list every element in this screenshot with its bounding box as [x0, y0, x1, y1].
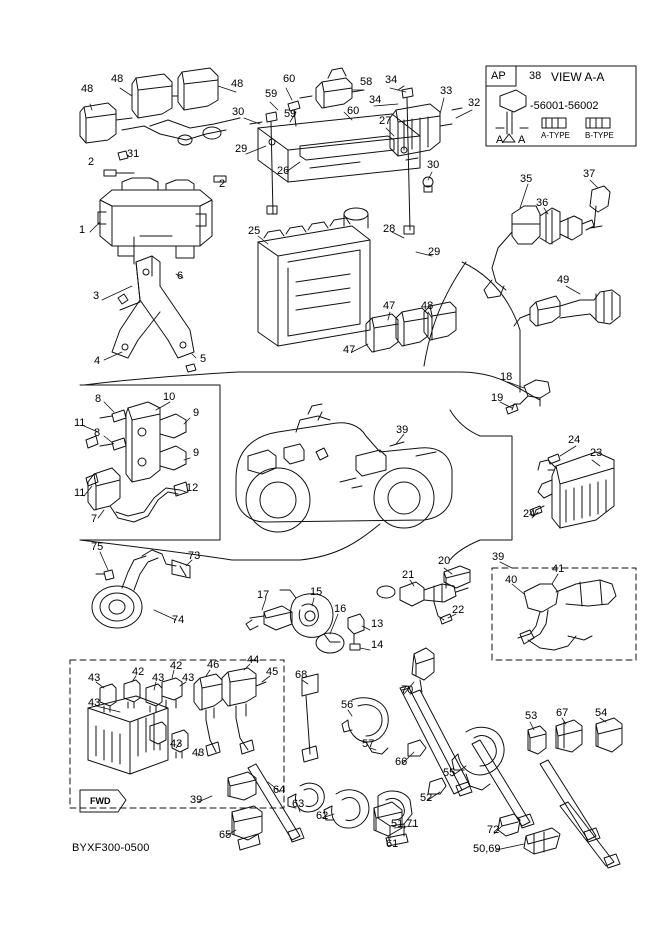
ap-number: 38 — [529, 70, 542, 82]
callout-13: 13 — [371, 618, 384, 630]
callout-46: 46 — [207, 659, 220, 671]
section-a-left: A — [496, 134, 504, 146]
callout-48b: 48 — [111, 73, 124, 85]
callout-43c: 43 — [182, 672, 195, 684]
callout-65: 65 — [219, 829, 232, 841]
view-aa-title: VIEW A-A — [551, 70, 605, 84]
clamps-and-ties — [228, 648, 622, 868]
callout-48c: 48 — [231, 78, 244, 90]
callout-8b: 8 — [94, 427, 101, 439]
coil-bracket — [86, 402, 186, 486]
callout-62: 62 — [316, 810, 329, 822]
callout-30b: 30 — [427, 159, 440, 171]
callout-20: 20 — [438, 555, 451, 567]
callout-48a: 48 — [81, 83, 94, 95]
ap-label: AP — [491, 70, 506, 82]
ecu-bracket — [112, 237, 196, 372]
callout-22: 22 — [452, 604, 465, 616]
callout-67: 67 — [556, 707, 569, 719]
callout-23: 23 — [590, 447, 603, 459]
callout-52: 52 — [420, 792, 433, 804]
callout-41: 41 — [552, 563, 565, 575]
callout-58: 58 — [360, 76, 373, 88]
callout-19: 19 — [491, 392, 504, 404]
callout-44: 44 — [247, 654, 260, 666]
callout-5: 5 — [200, 353, 207, 365]
callout-73: 73 — [188, 550, 201, 562]
callout-45: 45 — [266, 666, 279, 678]
callout-24b: 24 — [523, 508, 536, 520]
callout-64: 64 — [273, 784, 286, 796]
callout-54: 54 — [595, 707, 608, 719]
callout-42b: 42 — [170, 660, 183, 672]
relays-48 — [80, 68, 218, 143]
callout-59a: 59 — [265, 88, 278, 100]
callout-55: 55 — [443, 767, 456, 779]
callout-26: 26 — [277, 165, 290, 177]
callout-34b: 34 — [369, 94, 382, 106]
callout-43e: 43 — [170, 738, 183, 750]
callout-60b: 60 — [347, 105, 360, 117]
callout-2: 2 — [88, 156, 95, 168]
b-type-label: B-TYPE — [585, 131, 614, 140]
callout-51-71: 51,71 — [391, 818, 419, 830]
callout-18: 18 — [500, 371, 513, 383]
callout-27: 27 — [379, 115, 392, 127]
callout-75: 75 — [91, 541, 104, 553]
connector-49 — [514, 290, 620, 326]
callout-56: 56 — [341, 699, 354, 711]
callout-34a: 34 — [385, 74, 398, 86]
callout-35: 35 — [520, 173, 533, 185]
callout-47b: 47 — [343, 344, 356, 356]
callout-61: 61 — [386, 838, 399, 850]
callout-31: 31 — [127, 148, 140, 160]
callout-15: 15 — [310, 586, 323, 598]
callout-42a: 42 — [132, 666, 145, 678]
callout-8a: 8 — [95, 393, 102, 405]
callout-40: 40 — [505, 574, 518, 586]
bolts-2-31 — [104, 148, 226, 182]
callout-53: 53 — [525, 710, 538, 722]
callout-29a: 29 — [235, 143, 248, 155]
callout-12: 12 — [186, 482, 199, 494]
callout-33: 33 — [440, 85, 453, 97]
fuse-box-group — [70, 660, 284, 808]
callout-43d: 43 — [88, 697, 101, 709]
callout-11b: 11 — [74, 487, 86, 499]
callout-37: 37 — [583, 168, 596, 180]
callout-9b: 9 — [193, 447, 200, 459]
callout-9a: 9 — [193, 407, 200, 419]
callout-1: 1 — [79, 224, 86, 236]
callout-3: 3 — [93, 290, 100, 302]
callout-30a: 30 — [232, 106, 245, 118]
callout-32: 32 — [468, 97, 481, 109]
ecu-unit — [98, 178, 212, 258]
callout-48d: 48 — [421, 300, 434, 312]
callout-39c: 39 — [190, 794, 203, 806]
regulator-23-24 — [530, 452, 614, 528]
callout-21: 21 — [402, 569, 415, 581]
callout-10: 10 — [163, 391, 176, 403]
a-type-label: A-TYPE — [541, 131, 570, 140]
callout-47a: 47 — [383, 300, 396, 312]
callout-72: 72 — [487, 824, 500, 836]
callout-4: 4 — [94, 355, 101, 367]
wire-sub-assembly — [518, 580, 616, 650]
callout-24a: 24 — [568, 434, 581, 446]
callout-29b: 29 — [428, 246, 441, 258]
view-aa-part-range: -56001-56002 — [530, 100, 599, 112]
battery — [258, 208, 370, 346]
callout-16: 16 — [334, 603, 347, 615]
fwd-label: FWD — [90, 796, 111, 806]
callout-70: 70 — [401, 684, 414, 696]
callout-17: 17 — [257, 589, 270, 601]
part-code-label: BYXF300-0500 — [72, 842, 150, 854]
callout-63: 63 — [292, 798, 305, 810]
atv-illustration — [236, 404, 452, 532]
wire-harness-top — [122, 118, 240, 145]
callout-60a: 60 — [283, 73, 296, 85]
callout-49: 49 — [557, 274, 570, 286]
callout-14: 14 — [371, 639, 384, 651]
callout-39b: 39 — [492, 551, 505, 563]
callout-57: 57 — [362, 738, 375, 750]
callout-2b: 2 — [219, 178, 226, 190]
callout-11a: 11 — [74, 417, 86, 429]
callout-43b: 43 — [152, 672, 165, 684]
callout-68: 68 — [295, 669, 308, 681]
callout-43f: 43 — [192, 747, 205, 759]
ignition-coil — [88, 468, 188, 522]
callout-50-69: 50,69 — [473, 843, 501, 855]
callout-28: 28 — [383, 223, 396, 235]
relays-47-48 — [366, 302, 456, 352]
callout-43a: 43 — [88, 672, 101, 684]
callout-74: 74 — [172, 614, 185, 626]
callout-39a: 39 — [396, 424, 409, 436]
callout-36: 36 — [536, 197, 549, 209]
callout-6: 6 — [177, 270, 184, 282]
section-a-right: A — [518, 134, 526, 146]
callout-66: 66 — [395, 756, 408, 768]
callout-25: 25 — [248, 225, 261, 237]
callout-7: 7 — [91, 513, 98, 525]
callout-59b: 59 — [284, 108, 297, 120]
